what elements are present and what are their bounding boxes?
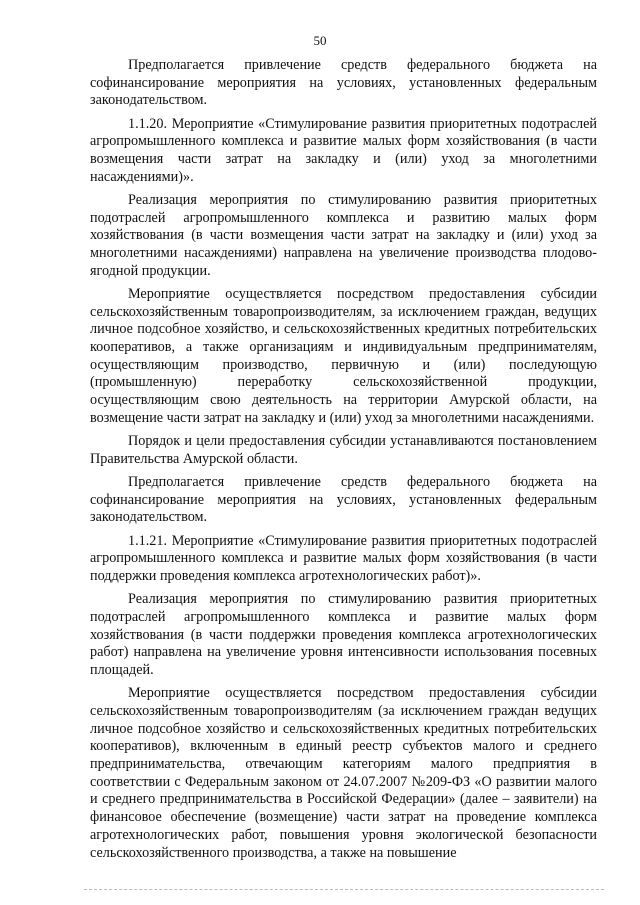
paragraph-measure-1-1-20-mechanism: Мероприятие осуществляется посредством предоставления субсидии сельскохозяйственным товаропроизводителям, за исключением граждан, ведущих личное подсобное хозяйство, и сельскохозяйственных кредитных потребительских кооперативов, а также организациям и индивидуальным предпринимателям, осуществляющим производство, первичную и (или) последующую (промышленную) переработку сельскохозяйственной продукции, осуществляющим свою деятельность на территории Амурской области, на возмещение части затрат на закладку и (или) уход за многолетними насаждениями. bbox=[90, 285, 597, 426]
page-number: 50 bbox=[313, 33, 327, 48]
document-body bbox=[90, 57, 597, 862]
paragraph-measure-1-1-20-goal: Реализация мероприятия по стимулированию развития приоритетных подотраслей агропромышленного комплекса и развитию малых форм хозяйствования (в части возмещения части затрат на закладку и (или) уход за многолетними насаждениями) направлена на увеличение производства плодово-ягодной продукции. bbox=[90, 191, 597, 279]
paragraph-measure-1-1-21-heading: 1.1.21. Мероприятие «Стимулирование развития приоритетных подотраслей агропромышленного комплекса и развитие малых форм хозяйствования (в части поддержки проведения комплекса агротехнологических работ)». bbox=[90, 532, 597, 584]
paragraph-measure-1-1-21-goal: Реализация мероприятия по стимулированию развития приоритетных подотраслей агропромышленного комплекса и развитие малых форм хозяйствования (в части поддержки проведения комплекса агротехнологических работ) направлена на увеличение уровня интенсивности использования посевных площадей. bbox=[90, 591, 597, 678]
paragraph-measure-1-1-20-heading: 1.1.20. Мероприятие «Стимулирование развития приоритетных подотраслей агропромышленного комплекса и развитие малых форм хозяйствования (в части возмещения части затрат на закладку и (или) уход за многолетними насаждениями)». bbox=[90, 115, 597, 185]
paragraph-funding-note-1: Предполагается привлечение средств федерального бюджета на софинансирование мероприятия на условиях, установленных федеральным законодательством. bbox=[90, 57, 597, 109]
scan-edge-line bbox=[84, 889, 604, 890]
paragraph-funding-note-2: Предполагается привлечение средств федерального бюджета на софинансирование мероприятия на условиях, установленных федеральным законодательством. bbox=[90, 473, 597, 526]
paragraph-procedure-note: Порядок и цели предоставления субсидии устанавливаются постановлением Правительства Амурской области. bbox=[90, 433, 597, 467]
paragraph-measure-1-1-21-mechanism: Мероприятие осуществляется посредством предоставления субсидии сельскохозяйственным товаропроизводителям (за исключением граждан ведущих личное подсобное хозяйство и сельскохозяйственных кредитных потребительских кооперативов), включенным в единый реестр субъектов малого и среднего предпринимательства, отвечающим категориям малого предприятия в соответствии с Федеральным законом от 24.07.2007 №209-ФЗ «О развитии малого и среднего предпринимательства в Российской Федерации» (далее – заявители) на финансовое обеспечение (возмещение) части затрат на проведение комплекса агротехнологических работ, повышения уровня экологической безопасности сельскохозяйственного производства, а также на повышение bbox=[90, 685, 597, 861]
